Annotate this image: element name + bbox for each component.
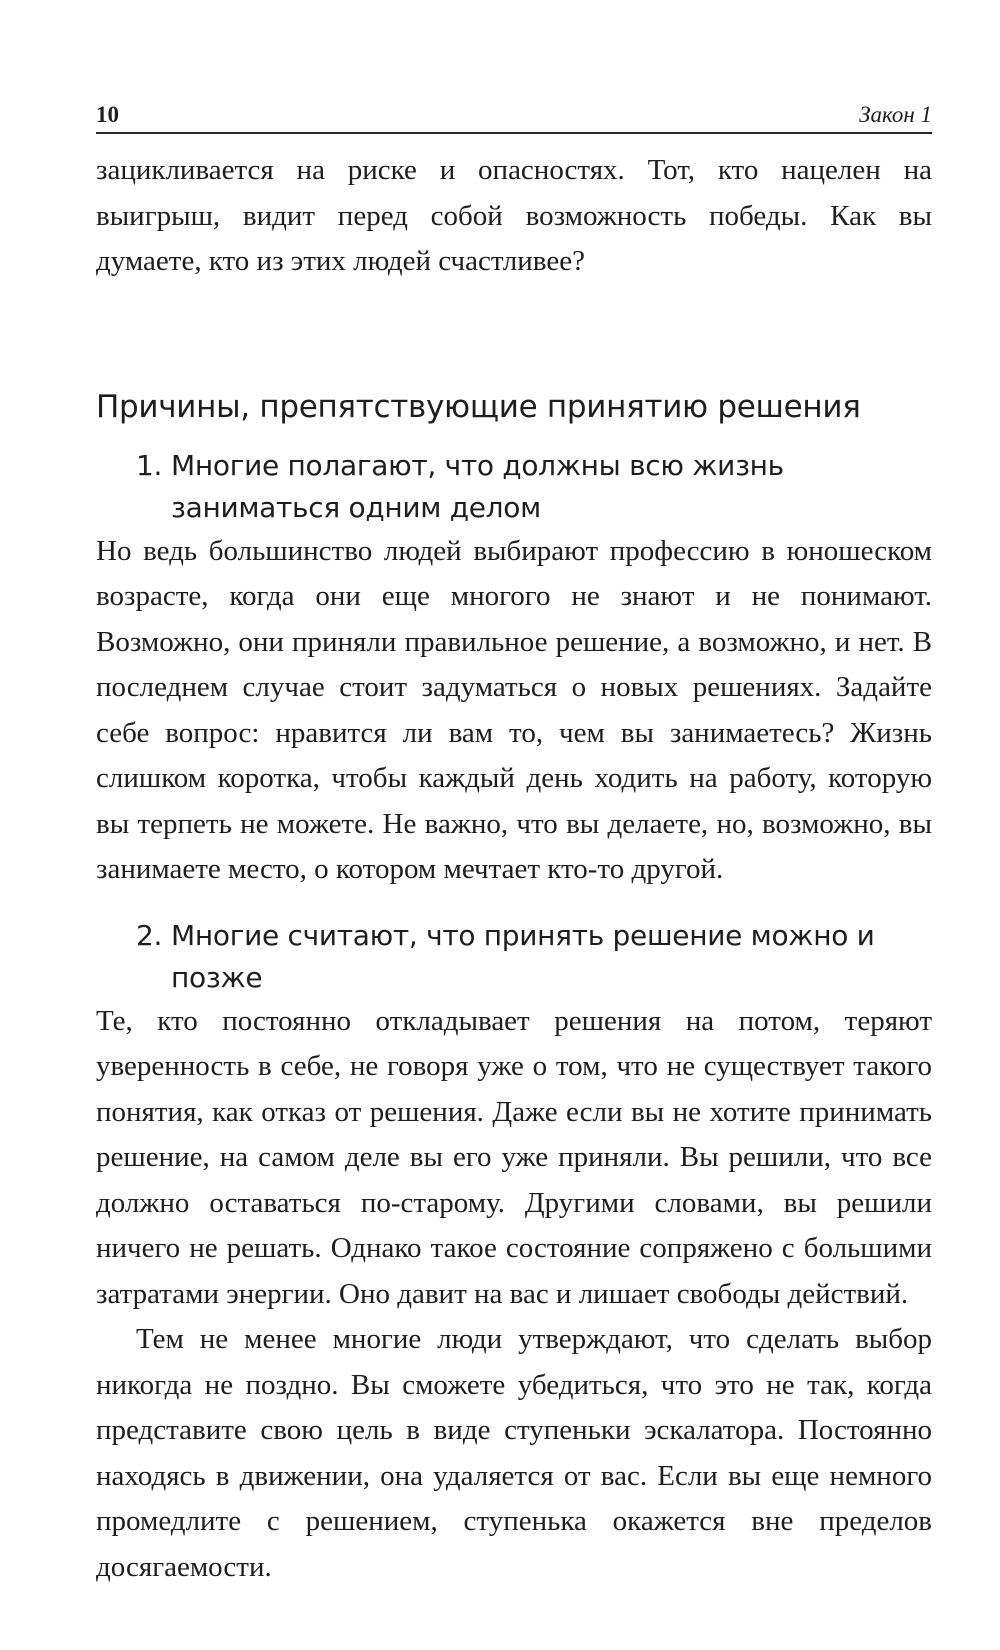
page-number: 10 bbox=[96, 102, 119, 127]
subsection-heading-1 bbox=[96, 445, 932, 529]
chapter-reference: Закон 1 bbox=[859, 102, 932, 127]
running-head bbox=[96, 90, 932, 134]
book-page bbox=[96, 90, 932, 1590]
intro-paragraph: зацикливается на риске и опасностях. Тот, кто нацелен на выигрыш, видит перед собой возможность победы. Как вы думаете, кто из этих людей счастливее? bbox=[96, 154, 932, 277]
paragraph: Те, кто постоянно откладывает решения на потом, теряют уверенность в себе, не говоря уже о том, что не существует такого понятия, как отказ от решения. Даже если вы не хотите принимать решение, на самом деле вы его уже приняли. Вы решили, что все должно оставаться по-старому. Другими словами, вы решили ничего не решать. Однако такое состояние сопряжено с большими затратами энергии. Оно давит на вас и лишает свободы действий. bbox=[96, 1004, 932, 1310]
subsection-heading-2 bbox=[96, 915, 932, 999]
subsection-number: 1. bbox=[136, 448, 163, 482]
paragraph: Но ведь большинство людей выбирают профессию в юношеском возрасте, когда они еще многого не знают и не понимают. Возможно, они приняли правильное решение, а возможно, и нет. В последнем случае стоит задуматься о новых решениях. Задайте себе вопрос: нравится ли вам то, чем вы занимаетесь? Жизнь слишком коротка, чтобы каждый день ходить на работу, которую вы терпеть не можете. Не важно, что вы делаете, но, возможно, вы занимаете место, о котором мечтает кто-то другой. bbox=[96, 534, 932, 885]
section-title: Причины, препятствующие принятию решения bbox=[96, 388, 861, 425]
subsection-number: 2. bbox=[136, 918, 163, 952]
paragraph: Тем не менее многие люди утверждают, что сделать выбор никогда не поздно. Вы сможете убедиться, что это не так, когда представите свою цель в виде ступеньки эскалатора. Постоянно находясь в движении, она удаляется от вас. Если вы еще немного промедлите с решением, ступенька окажется вне пределов досягаемости. bbox=[96, 1323, 932, 1583]
subsection-heading-text: Многие считают, что принять решение можно и позже bbox=[171, 918, 875, 994]
subsection-heading-text: Многие полагают, что должны всю жизнь заниматься одним делом bbox=[171, 448, 784, 524]
